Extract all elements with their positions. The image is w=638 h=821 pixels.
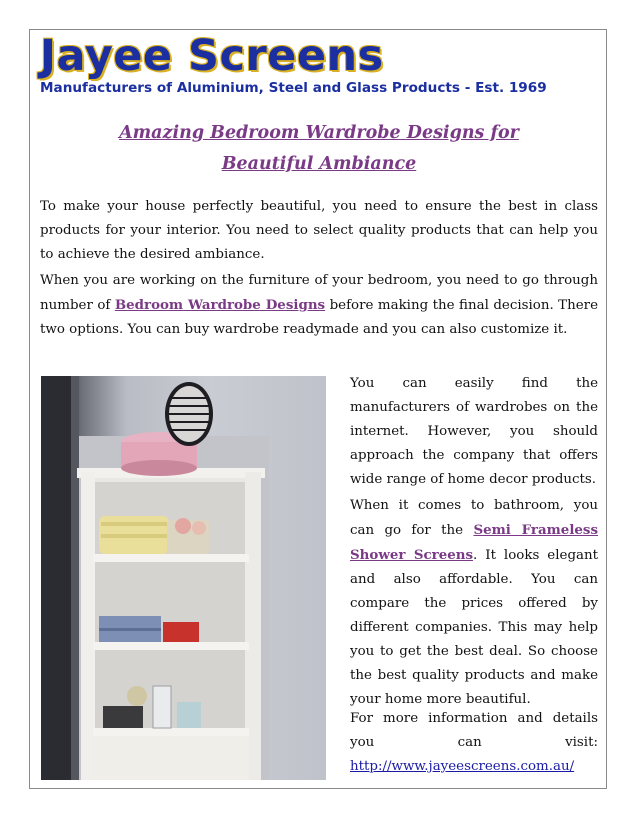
semi-frameless-shower-screens-link[interactable]: Semi Frameless Shower Screens [350, 522, 598, 563]
wardrobe-paragraph: When you are working on the furniture of your bedroom, you need to go through number of Bedroom Wardrobe Designs before making the final decision. There two options. You can buy wardrobe readymade and you can also customize it. [40, 273, 598, 337]
bedroom-wardrobe-designs-link[interactable]: Bedroom Wardrobe Designs [114, 297, 326, 313]
article-title-line1: Amazing Bedroom Wardrobe Designs for [119, 123, 519, 143]
wardrobe-photo [41, 376, 326, 780]
column-paragraph-contact: For more information and details you can visit: http://www.jayeescreens.com.au/ [350, 711, 598, 774]
website-link[interactable]: http://www.jayeescreens.com.au/ [350, 759, 575, 774]
intro-paragraph: To make your house perfectly beautiful, you need to ensure the best in class products for your interior. You need to select quality products that can help you to achieve the desired ambiance. [40, 199, 598, 262]
brand-logo [40, 31, 600, 100]
brand-name: Jayee Screens [40, 31, 384, 81]
column-paragraph-bathroom: When it comes to bathroom, you can go for the Semi Frameless Shower Screens. It looks elegant and also affordable. You can compare the prices offered by different companies. This may help you to get the best deal. So choose the best quality products and make your home more beautiful. [350, 498, 599, 707]
column-paragraph-manufacturers: You can easily find the manufacturers of wardrobes on the internet. However, you should approach the company that offers wide range of home decor products. [350, 376, 598, 487]
brand-tagline: Manufacturers of Aluminium, Steel and Glass Products - Est. 1969 [40, 80, 547, 96]
article-title-line2: Beautiful Ambiance [221, 154, 417, 174]
